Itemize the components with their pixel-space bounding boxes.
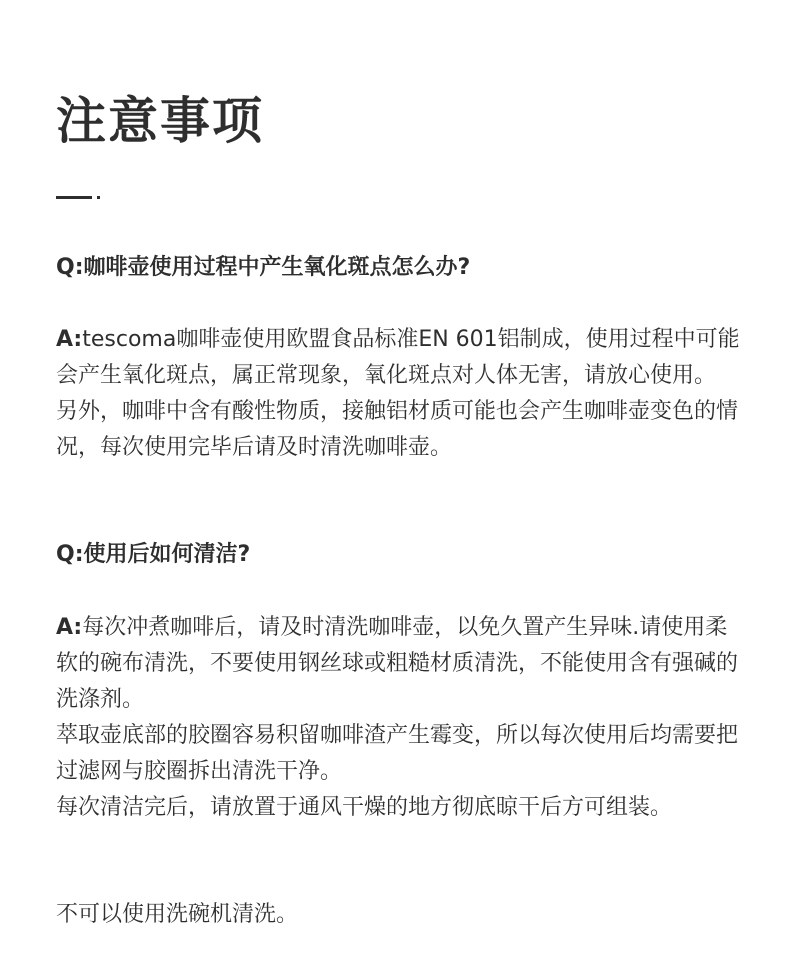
answer-1-label: A:	[56, 327, 83, 352]
answer-2-paragraph-2: 萃取壶底部的胶圈容易积留咖啡渣产生霉变，所以每次使用后均需要把过滤网与胶圈拆出清洗干净。	[56, 723, 739, 784]
answer-2-label: A:	[56, 615, 83, 640]
answer-2-paragraph-1	[56, 610, 746, 718]
question-2: Q:使用后如何清洁?	[56, 542, 251, 567]
title-divider-dot	[97, 196, 100, 199]
page-title: 注意事项	[56, 92, 264, 150]
question-1: Q:咖啡壶使用过程中产生氧化斑点怎么办?	[56, 255, 471, 280]
answer-1	[56, 322, 746, 466]
answer-1-text-1: tescoma咖啡壶使用欧盟食品标准EN 601铝制成，使用过程中可能会产生氧化斑点，属正常现象，氧化斑点对人体无害，请放心使用。	[56, 327, 740, 388]
answer-1-paragraph-2: 另外，咖啡中含有酸性物质，接触铝材质可能也会产生咖啡壶变色的情况，每次使用完毕后请及时清洗咖啡壶。	[56, 399, 739, 460]
answer-2	[56, 610, 746, 826]
answer-2-text-1: 每次冲煮咖啡后，请及时清洗咖啡壶，以免久置产生异味.请使用柔软的碗布清洗，不要使用钢丝球或粗糙材质清洗，不能使用含有强碱的洗涤剂。	[56, 615, 739, 712]
footer-note: 不可以使用洗碗机清洗。	[56, 902, 299, 927]
answer-1-paragraph-1	[56, 322, 746, 394]
title-divider	[56, 196, 92, 199]
answer-2-paragraph-3: 每次清洁完后，请放置于通风干燥的地方彻底晾干后方可组装。	[56, 795, 673, 820]
